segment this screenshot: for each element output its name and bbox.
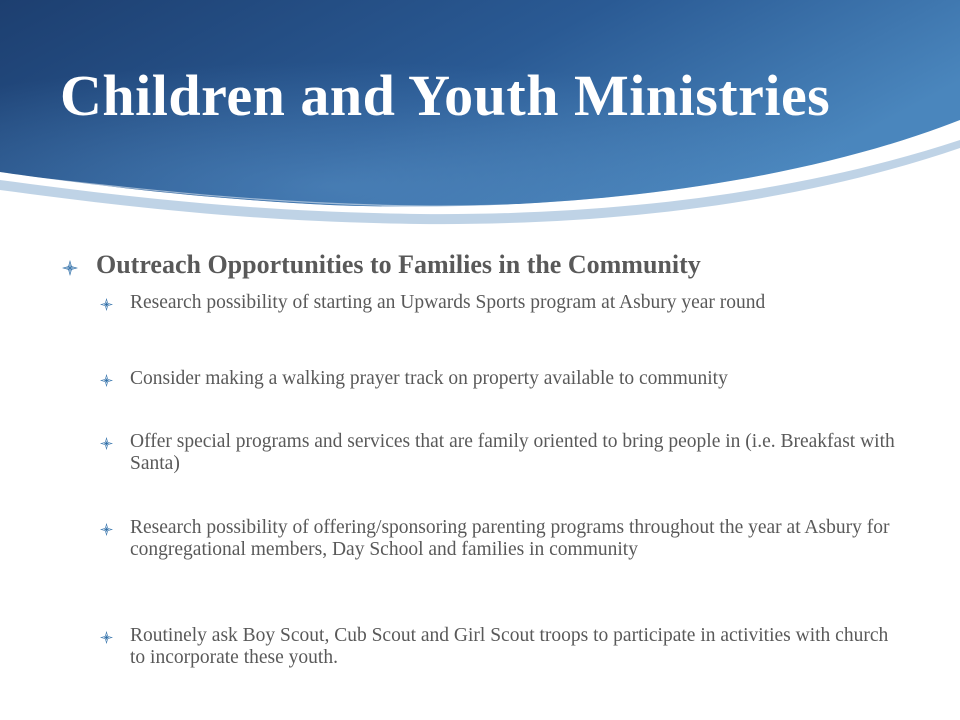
list-item-text: Offer special programs and services that are family oriented to bring people in (i.e. Breakfast with Santa) [130,431,895,474]
four-point-star-bullet-icon [100,631,113,644]
slide-title: Children and Youth Ministries [60,63,831,128]
list-item-text: Routinely ask Boy Scout, Cub Scout and Girl Scout troops to participate in activities with church to incorporate these youth. [130,625,889,668]
list-item-text: Research possibility of starting an Upwards Sports program at Asbury year round [130,292,766,313]
section-heading-text: Outreach Opportunities to Families in the Community [96,250,701,279]
four-point-star-bullet-icon [100,374,113,387]
four-point-star-bullet-icon [100,298,113,311]
list-item-text: Consider making a walking prayer track on property available to community [130,368,728,389]
four-point-star-bullet-icon [100,523,113,536]
four-point-star-bullet-icon [100,437,113,450]
title-banner [0,0,960,260]
list-item-text: Research possibility of offering/sponsoring parenting programs throughout the year at Asbury for congregational members, Day School and families in community [130,517,890,560]
four-point-star-bullet-icon [62,260,78,276]
